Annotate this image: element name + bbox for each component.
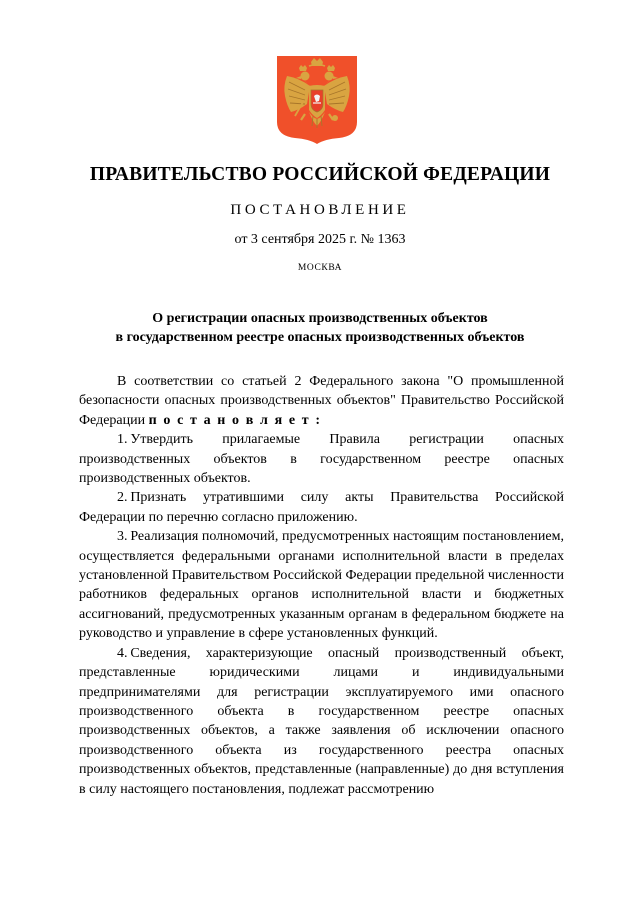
document-title-line-2: в государственном реестре опасных производственных объектов [115, 330, 525, 345]
item-text: Реализация полномочий, предусмотренных настоящим постановлением, осуществляется федеральными органами исполнительной власти в пределах установленной Правительством Российской Федерации предельной численности работников федеральных органов исполнительной власти и бюджетных ассигнований, предусмотренных указанным органам в федеральном бюджете на руководство и управление в сфере установленных функций. [79, 529, 564, 642]
document-city: МОСКВА [297, 263, 343, 273]
document-date-number: от 3 сентября 2025 г. № 1363 [234, 232, 406, 247]
document-title-line-1: О регистрации опасных производственных объектов [152, 311, 488, 326]
government-title: ПРАВИТЕЛЬСТВО РОССИЙСКОЙ ФЕДЕРАЦИИ [89, 164, 551, 185]
item-paragraph-1 [79, 430, 564, 488]
intro-text: В соответствии со статьей 2 Федерального закона "О промышленной безопасности опасных производственных объектов" Правительство Российской Федерации [79, 374, 564, 428]
item-paragraph-4 [79, 644, 564, 799]
item-text: Утвердить прилагаемые Правила регистрации опасных производственных объектов в государственном реестре опасных производственных объектов. [79, 432, 564, 487]
item-number: 1. [117, 432, 128, 448]
item-number: 2. [117, 490, 128, 506]
intro-paragraph [79, 372, 564, 430]
item-number: 3. [117, 529, 128, 545]
coat-of-arms-icon [277, 56, 357, 144]
document-type: ПОСТАНОВЛЕНИЕ [230, 202, 410, 218]
item-number: 4. [117, 645, 128, 661]
document-title [0, 309, 640, 347]
decrees-word: п о с т а н о в л я е т : [148, 412, 322, 428]
item-text: Сведения, характеризующие опасный производственный объект, представленные юридическими лицами и индивидуальными предпринимателями для регистрации эксплуатируемого ими опасного производственного объекта в государственном реестре опасных производственных объектов, а также заявления об исключении опасного производственного объекта из государственного реестра опасных производственных объектов, представленные (направленные) до дня вступления в силу настоящего постановления, подлежат рассмотрению [79, 645, 564, 797]
item-text: Признать утратившими силу акты Правительства Российской Федерации по перечню согласно приложению. [79, 490, 564, 525]
document-body [79, 372, 564, 799]
item-paragraph-2 [79, 488, 564, 527]
item-paragraph-3 [79, 527, 564, 643]
